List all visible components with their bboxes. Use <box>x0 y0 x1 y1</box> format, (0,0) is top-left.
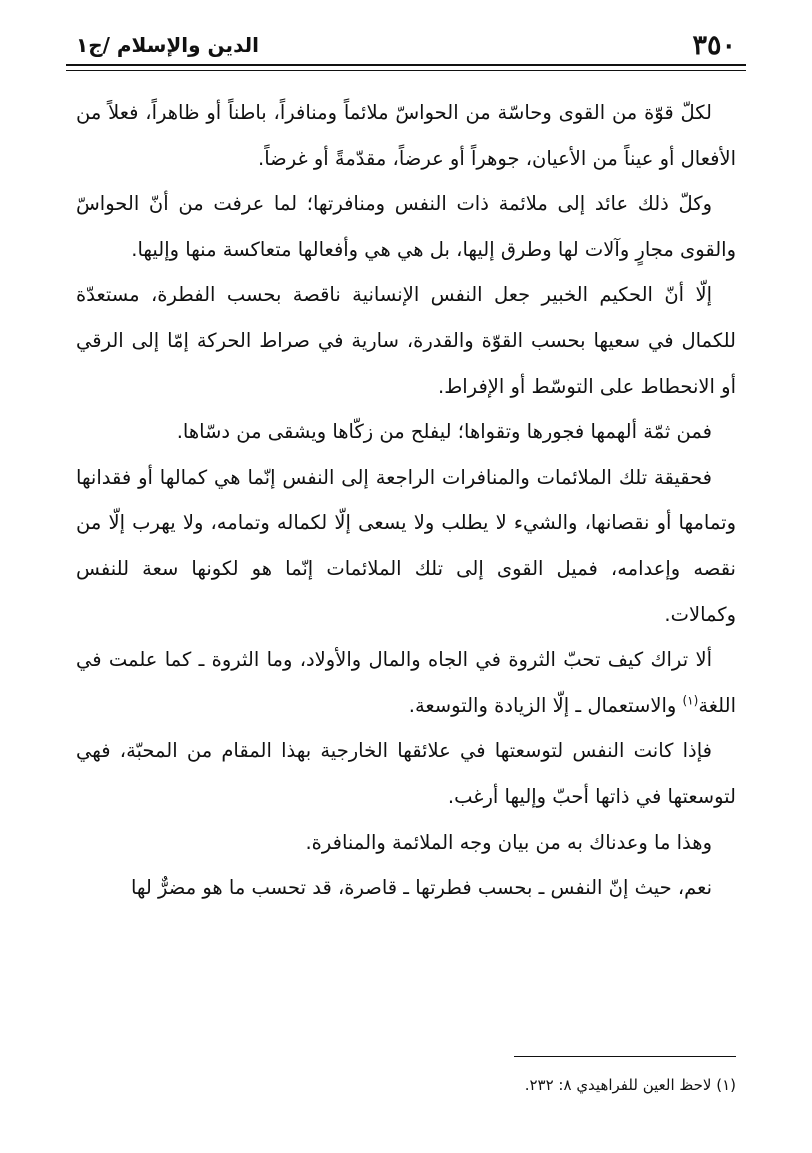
page-number: ٣٥٠ <box>692 29 736 61</box>
paragraph-7: فإذا كانت النفس لتوسعتها في علائقها الخارجية بهذا المقام من المحبّة، فهي لتوسعتها في ذاتها أحبّ وإليها أرغب. <box>76 739 736 808</box>
footnote-reference-1[interactable]: (١) <box>682 693 699 708</box>
paragraph-6 <box>76 637 736 728</box>
paragraph-4: فمن ثمّة ألهمها فجورها وتقواها؛ ليفلح من زكّاها ويشقى من دسّاها. <box>176 420 712 444</box>
paragraph-8: وهذا ما وعدناك به من بيان وجه الملائمة والمنافرة. <box>305 830 712 854</box>
paragraph-5: فحقيقة تلك الملائمات والمنافرات الراجعة إلى النفس إنّما هي كمالها أو فقدانها وتمامها أو نقصانها، والشيء لا يطلب ولا يسعى إلّا لكماله وتمامه، ولا يهرب إلّا من نقصه وإعدامه، فميل القوى إلى تلك الملائمات إنّما هو لكونها سعة للنفس وكمالات. <box>76 465 736 626</box>
main-text <box>76 90 736 911</box>
paragraph-6-part-2: والاستعمال ـ إلّا الزيادة والتوسعة. <box>408 693 683 717</box>
paragraph-1: لكلّ قوّة من القوى وحاسّة من الحواسّ ملائماً ومنافراً، باطناً أو ظاهراً، فعلاً من الأفعال أو عيناً من الأعيان، جوهراً أو عرضاً، مقدّمةً أو غرضاً. <box>76 101 736 170</box>
paragraph-2: وكلّ ذلك عائد إلى ملائمة ذات النفس ومنافرتها؛ لما عرفت من أنّ الحواسّ والقوى مجارٍ وآلات لها وطرق إليها، بل هي هي وأفعالها متعاكسة منها وإليها. <box>76 192 736 261</box>
page-header <box>76 28 736 62</box>
footnote-1: (١) لاحظ العين للفراهيدي ٨: ٢٣٢. <box>524 1076 736 1094</box>
paragraph-6-part-1: ألا تراك كيف تحبّ الثروة في الجاه والمال والأولاد، وما الثروة ـ كما علمت في اللغة <box>76 648 736 717</box>
footnote-divider <box>514 1056 736 1057</box>
header-divider <box>66 64 746 71</box>
paragraph-3: إلّا أنّ الحكيم الخبير جعل النفس الإنسانية ناقصة بحسب الفطرة، مستعدّة للكمال في سعيها بحسب القوّة والقدرة، سارية في صراط الحركة إمّا إلى الرقي أو الانحطاط على التوسّط أو الإفراط. <box>76 283 736 398</box>
paragraph-9: نعم، حيث إنّ النفس ـ بحسب فطرتها ـ قاصرة، قد تحسب ما هو مضرٌّ لها <box>130 876 712 900</box>
running-title: الدين والإسلام /ج١ <box>76 33 259 57</box>
